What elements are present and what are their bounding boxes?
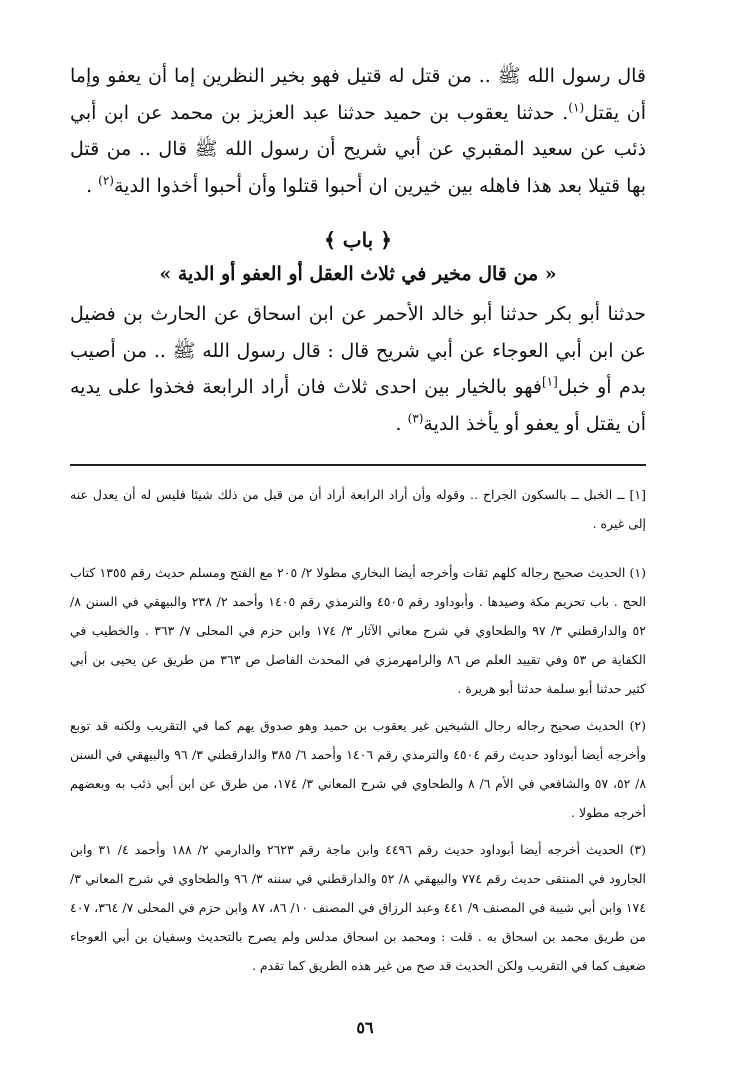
chapter-subtitle: « من قال مخير في ثلاث العقل أو العفو أو الدية »	[159, 263, 557, 285]
paragraph-2: حدثنا أبو بكر حدثنا أبو خالد الأحمر عن ابن اسحاق عن الحارث بن فضيل عن ابن أبي العوجاء عن أبي شريح قال : قال رسول الله ﷺ .. من أصيب بدم أو خبل[١]فهو بالخيار بين احدى ثلاث فان أراد الرابعة فخذوا على يديه أن يقتل أو يعفو أو يأخذ الدية$^{(٣)}$ .	[70, 303, 646, 435]
footnotes	[70, 480, 646, 980]
footnote-3: (٣) الحديث أخرجه أيضا أبوداود حديث رقم ٤٤٩٦ وابن ماجة رقم ٢٦٢٣ والدارمي ٢/ ١٨٨ وأحمد ٤/ ٣١ وابن الجارود في المنتقى حديث رقم ٧٧٤ والبيهقي ٨/ ٥٢ والدارقطني في سننه ٣/ ٩٦ والطحاوي في شرح المعاني ٣/ ١٧٤ وابن أبي شيبة في المصنف ٩/ ٤٤١ وعبد الرزاق في المصنف ١٠/ ٨٦، ٨٧ وابن حزم في المحلى ٧/ ٣٦٤، ٤٠٧ من طريق محمد بن اسحاق به . قلت : ومحمد بن اسحاق مدلس ولم يصرح بالتحديث وسفيان بن أبي العوجاء ضعيف كما في التقريب ولكن الحديث قد صح من غير هذه الطريق كما تقدم .	[70, 842, 647, 973]
footnote-ref-2[interactable]: (٢)	[98, 173, 114, 188]
chapter-header	[70, 222, 646, 290]
page-number: ٥٦	[356, 1018, 374, 1037]
footnote-1: (١) الحديث صحيح رجاله كلهم ثقات وأخرجه أيضا البخاري مطولا ٢/ ٢٠٥ مع الفتح ومسلم حديث رقم ١٣٥٥ كتاب الحج . باب تحريم مكة وصيدها . وأبوداود رقم ٤٥٠٥ والترمذي رقم ١٤٠٥ وأحمد ٢/ ٢٣٨ والبيهقي في السنن ٨/ ٥٢ والدارقطني ٣/ ٩٧ والطحاوي في شرح معاني الآثار ٣/ ١٧٤ وابن حزم في المحلى ٧/ ٣٦٣ . والخطيب في الكفاية ص ٥٣ وفي تقييد العلم ص ٨٦ والرامهرمزي في المحدث الفاصل ص ٣٦٣ من طريق عن يحيى بن أبي كثير حدثنا أبو سلمة حدثنا أبو هريرة .	[70, 565, 647, 696]
paragraph-1: قال رسول الله ﷺ .. من قتل له قتيل فهو بخير النظرين إما أن يعفو وإما أن يقتل$^{(١)}$. حدثنا يعقوب بن حميد حدثنا عبد العزيز بن محمد عن ابن أبي ذئب عن سعيد المقبري عن أبي شريح أن رسول الله ﷺ قال .. من قتل بها قتيلا بعد هذا فاهله بين خيرين ان أحبوا قتلوا وأن أحبوا أخذوا الدية$^{(٢)}$ .	[70, 65, 646, 197]
footnote-2: (٢) الحديث صحيح رجاله رجال الشيخين غير يعقوب بن حميد وهو صدوق يهم كما في التقريب ولكنه قد توبع وأخرجه أيضا أبوداود حديث رقم ٤٥٠٤ والترمذي رقم ١٤٠٦ وأحمد ٦/ ٣٨٥ والدارقطني ٣/ ٩٦ والبيهقي في السنن ٨/ ٥٢، ٥٧ والشافعي في الأم ٦/ ٨ والطحاوي في شرح المعاني ٣/ ١٧٤، من طرق عن ابن أبي ذئب به وبعضهم أخرجه مطولا .	[70, 718, 647, 820]
editor-note-1: [١] ــ الخبل ــ بالسكون الجراح .. وقوله وأن أراد الرابعة أراد أن من قبل من ذلك شيئا فليس له أن يعدل عنه إلى غيره .	[70, 487, 646, 531]
footnote-ref-1[interactable]: (١)	[568, 100, 585, 115]
footnote-ref-3[interactable]: (٣)	[407, 411, 424, 426]
chapter-title: ﴿ باب ﴾	[324, 228, 392, 252]
main-text	[70, 58, 646, 442]
editor-note-ref-1[interactable]: [١]	[541, 374, 558, 389]
footnote-divider	[70, 464, 646, 466]
